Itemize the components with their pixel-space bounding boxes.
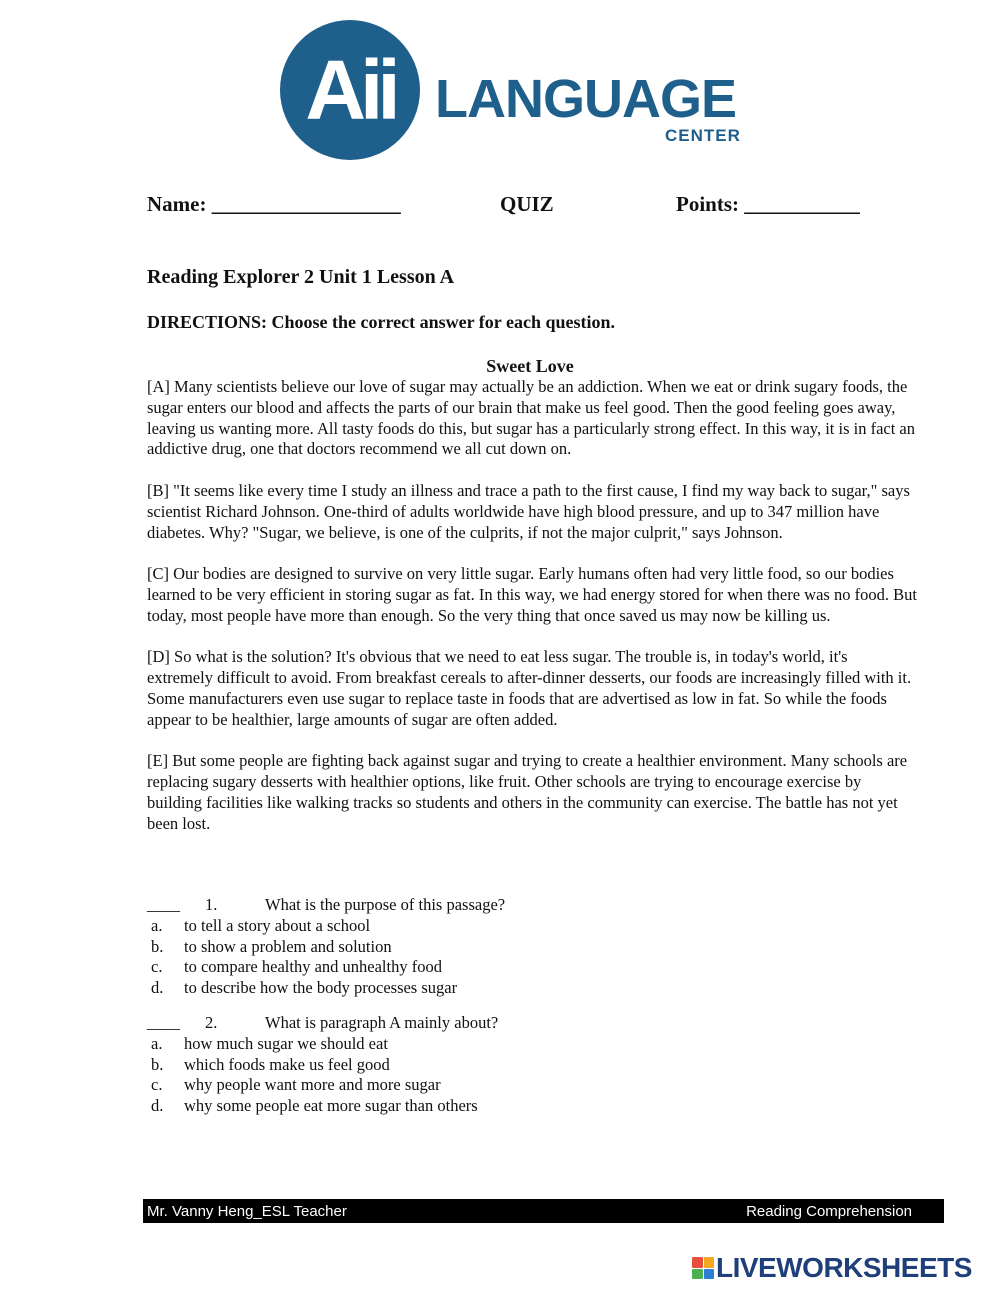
- footer-subject: Reading Comprehension: [746, 1202, 912, 1220]
- option-a[interactable]: [147, 916, 747, 937]
- points-field[interactable]: Points: ___________: [676, 192, 860, 216]
- option-d[interactable]: [147, 1096, 747, 1117]
- option-c[interactable]: [147, 1075, 747, 1096]
- questions: [147, 895, 747, 1131]
- paragraph-d: [D] So what is the solution? It's obvious that we need to eat less sugar. The trouble is, in today's world, it's extremely difficult to avoid. From breakfast cereals to after-dinner desserts, our foods are increasingly filled with it. Some manufacturers even use sugar to replace taste in foods that are advertised as low in fat. So while the foods appear to be healthier, large amounts of sugar are often added.: [147, 647, 912, 729]
- question-number: 1.: [205, 895, 218, 914]
- question-text: What is paragraph A mainly about?: [265, 1012, 499, 1032]
- answer-blank[interactable]: ____: [147, 1012, 180, 1032]
- option-letter: a.: [151, 1033, 163, 1053]
- option-text: how much sugar we should eat: [184, 1033, 388, 1053]
- option-text: to show a problem and solution: [184, 936, 392, 956]
- option-text: which foods make us feel good: [184, 1054, 390, 1074]
- option-letter: d.: [151, 1096, 164, 1116]
- question-1: [147, 895, 747, 999]
- paragraph-c: [C] Our bodies are designed to survive on very little sugar. Early humans often had very little food, so our bodies learned to be very efficient in storing sugar as fat. In this way, we had energy stored for when there was no food. But today, most people have more than enough. So the very thing that once saved us may now be killing us.: [147, 564, 917, 625]
- language-center-logo: [280, 20, 760, 165]
- option-text: to compare healthy and unhealthy food: [184, 957, 442, 977]
- option-letter: d.: [151, 978, 164, 998]
- passage-title: Sweet Love: [486, 356, 574, 376]
- footer-teacher: Mr. Vanny Heng_ESL Teacher: [147, 1202, 347, 1220]
- option-text: why people want more and more sugar: [184, 1075, 441, 1095]
- footer-bar: [143, 1199, 944, 1223]
- logo-mark: Aii: [280, 20, 420, 160]
- option-text: to tell a story about a school: [184, 915, 371, 935]
- option-d[interactable]: [147, 978, 747, 999]
- lesson-title: Reading Explorer 2 Unit 1 Lesson A: [147, 266, 455, 288]
- option-letter: c.: [151, 957, 163, 977]
- logo-sub: CENTER: [665, 126, 741, 145]
- option-text: to describe how the body processes sugar: [184, 978, 458, 998]
- option-c[interactable]: [147, 957, 747, 978]
- paragraph-a: [A] Many scientists believe our love of sugar may actually be an addiction. When we eat or drink sugary foods, the sugar enters our blood and affects the parts of our brain that make us feel good. Then the good feeling goes away, leaving us wanting more. All tasty foods do this, but sugar has a particularly strong effect. In this way, it is in fact an addictive drug, one that doctors recommend we all cut down on.: [147, 377, 916, 459]
- quiz-label: QUIZ: [500, 192, 554, 216]
- option-letter: a.: [151, 915, 163, 935]
- option-letter: b.: [151, 936, 164, 956]
- option-letter: b.: [151, 1054, 164, 1074]
- name-field[interactable]: Name: __________________: [147, 192, 401, 216]
- question-number: 2.: [205, 1012, 218, 1032]
- liveworksheets-watermark: [692, 1252, 972, 1284]
- liveworksheets-text: LIVEWORKSHEETS: [716, 1252, 972, 1283]
- option-b[interactable]: [147, 937, 747, 958]
- logo-word: LANGUAGE: [435, 69, 736, 129]
- question-text: What is the purpose of this passage?: [265, 895, 506, 914]
- option-text: why some people eat more sugar than others: [184, 1096, 478, 1116]
- paragraph-b: [B] "It seems like every time I study an illness and trace a path to the first cause, I find my way back to sugar," says scientist Richard Johnson. One-third of adults worldwide have high blood pressure, and up to 347 million have diabetes. Why? "Sugar, we believe, is one of the culprits, if not the major culprit," says Johnson.: [147, 480, 910, 542]
- passage: [147, 377, 917, 855]
- question-2: [147, 1013, 747, 1117]
- liveworksheets-icon: [692, 1257, 714, 1279]
- answer-blank[interactable]: ____: [147, 895, 180, 914]
- option-b[interactable]: [147, 1055, 747, 1076]
- option-a[interactable]: [147, 1034, 747, 1055]
- directions: DIRECTIONS: Choose the correct answer for each question.: [147, 312, 615, 332]
- paragraph-e: [E] But some people are fighting back against sugar and trying to create a healthier environment. Many schools are replacing sugary desserts with healthier options, like fruit. Other schools are trying to encourage exercise by building facilities like walking tracks so students and others in the community can exercise. The battle has not yet been lost.: [147, 751, 908, 833]
- option-letter: c.: [151, 1075, 163, 1095]
